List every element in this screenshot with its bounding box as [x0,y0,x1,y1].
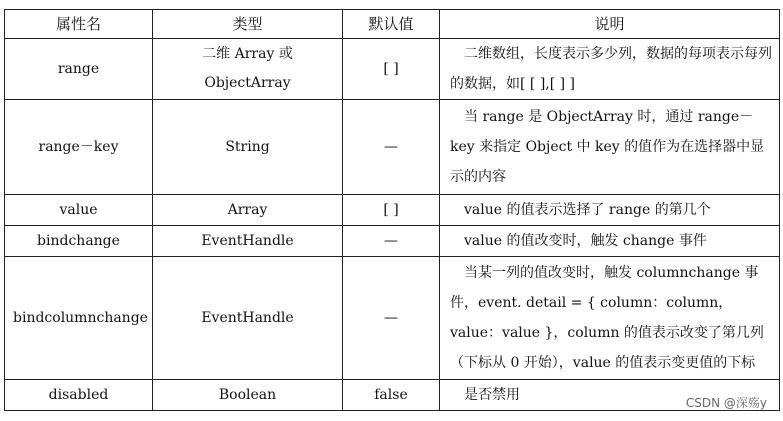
cell-description-text: 是否禁用 [450,387,520,403]
cell-type [153,39,343,100]
table-header-row [5,10,780,39]
table-row [5,380,780,411]
cell-default: [ ] [343,195,440,226]
cell-description [440,257,780,380]
csdn-watermark: CSDN @深殇y [685,396,767,410]
cell-type: String [153,100,343,195]
cell-description-text: 二维数组，长度表示多少列，数据的每项表示每列的数据，如[ [ ],[ ] ] [450,46,772,92]
header-type: 类型 [153,10,343,39]
cell-name: range－key [5,100,153,195]
header-attribute-name: 属性名 [5,10,153,39]
cell-default: — [343,257,440,380]
table-row [5,257,780,380]
cell-name: bindchange [5,226,153,257]
cell-name: value [5,195,153,226]
cell-description-text: 当 range 是 ObjectArray 时，通过 range－key 来指定 Object 中 key 的值作为在选择器中显示的内容 [450,109,765,185]
cell-description [440,100,780,195]
cell-name: disabled [5,380,153,411]
cell-description [440,195,780,226]
cell-name: bindcolumnchange [5,257,153,380]
header-default-value: 默认值 [343,10,440,39]
cell-name: range [5,39,153,100]
cell-default: false [343,380,440,411]
properties-table [4,9,780,411]
cell-default: — [343,100,440,195]
table-row [5,39,780,100]
cell-description-text: value 的值改变时，触发 change 事件 [450,233,707,249]
cell-description [440,226,780,257]
cell-description-text: value 的值表示选择了 range 的第几个 [450,202,711,218]
cell-default: [ ] [343,39,440,100]
cell-description [440,39,780,100]
cell-description-text: 当某一列的值改变时，触发 columnchange 事件，event. detail = { column：column，value：value }，column 的值表示改变了第几列（下标从 0 开始），value 的值表示变更值的下标 [450,265,764,371]
table-row [5,100,780,195]
cell-type: Boolean [153,380,343,411]
header-description: 说明 [440,10,780,39]
table-row [5,226,780,257]
table-row [5,195,780,226]
cell-type: Array [153,195,343,226]
cell-default: — [343,226,440,257]
properties-table-container [4,9,779,411]
cell-type: EventHandle [153,226,343,257]
cell-type-text: 二维 Array 或 ObjectArray [202,46,293,91]
cell-type: EventHandle [153,257,343,380]
